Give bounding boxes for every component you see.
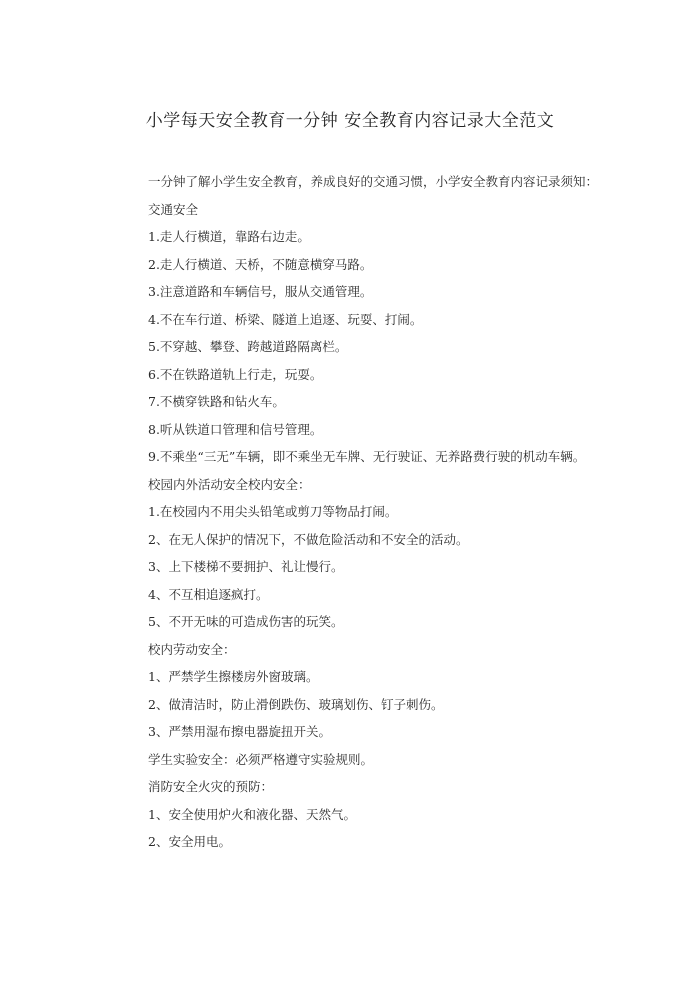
list-item: 2、安全用电。 <box>148 834 231 849</box>
list-item: 1.在校园内不用尖头铅笔或剪刀等物品打闹。 <box>148 504 398 519</box>
list-item: 2、在无人保护的情况下，不做危险活动和不安全的活动。 <box>148 531 469 547</box>
section-heading-campus: 校园内外活动安全校内安全： <box>148 476 311 492</box>
section-heading-fire: 消防安全火灾的预防： <box>148 779 274 794</box>
list-item: 3、上下楼梯不要拥护、礼让慢行。 <box>148 559 344 574</box>
list-item: 5.不穿越、攀登、跨越道路隔离栏。 <box>148 339 348 354</box>
list-item: 1、安全使用炉火和液化器、天然气。 <box>148 806 356 822</box>
list-item: 2.走人行横道、天桥，不随意横穿马路。 <box>148 256 373 272</box>
list-item: 5、不开无味的可造成伤害的玩笑。 <box>148 614 344 629</box>
list-item: 1.走人行横道，靠路右边走。 <box>148 229 310 244</box>
list-item: 7.不横穿铁路和钻火车。 <box>148 394 285 409</box>
list-item: 6.不在铁路道轨上行走，玩耍。 <box>148 366 323 382</box>
section-heading-lab: 学生实验安全：必须严格遵守实验规则。 <box>148 751 374 767</box>
list-item: 3.注意道路和车辆信号，服从交通管理。 <box>148 284 373 299</box>
list-item: 4、不互相追逐疯打。 <box>148 586 269 602</box>
list-item: 9.不乘坐“三无”车辆，即不乘坐无车牌、无行驶证、无养路费行驶的机动车辆。 <box>148 449 586 464</box>
list-item: 4.不在车行道、桥梁、隧道上追逐、玩耍、打闹。 <box>148 311 423 327</box>
section-heading-labor: 校内劳动安全： <box>148 641 236 657</box>
list-item: 8.听从铁道口管理和信号管理。 <box>148 421 323 437</box>
document-body <box>148 168 598 856</box>
list-item: 1、严禁学生擦楼房外窗玻璃。 <box>148 669 319 684</box>
document-title: 小学每天安全教育一分钟 安全教育内容记录大全范文 <box>145 111 555 131</box>
list-item: 2、做清洁时，防止滑倒跌伤、玻璃划伤、钉子刺伤。 <box>148 696 444 712</box>
list-item: 3、严禁用湿布擦电器旋扭开关。 <box>148 724 331 739</box>
section-heading-traffic: 交通安全 <box>148 201 199 217</box>
intro-paragraph <box>148 168 598 196</box>
intro-text: 一分钟了解小学生安全教育，养成良好的交通习惯，小学安全教育内容记录须知： <box>148 174 599 189</box>
